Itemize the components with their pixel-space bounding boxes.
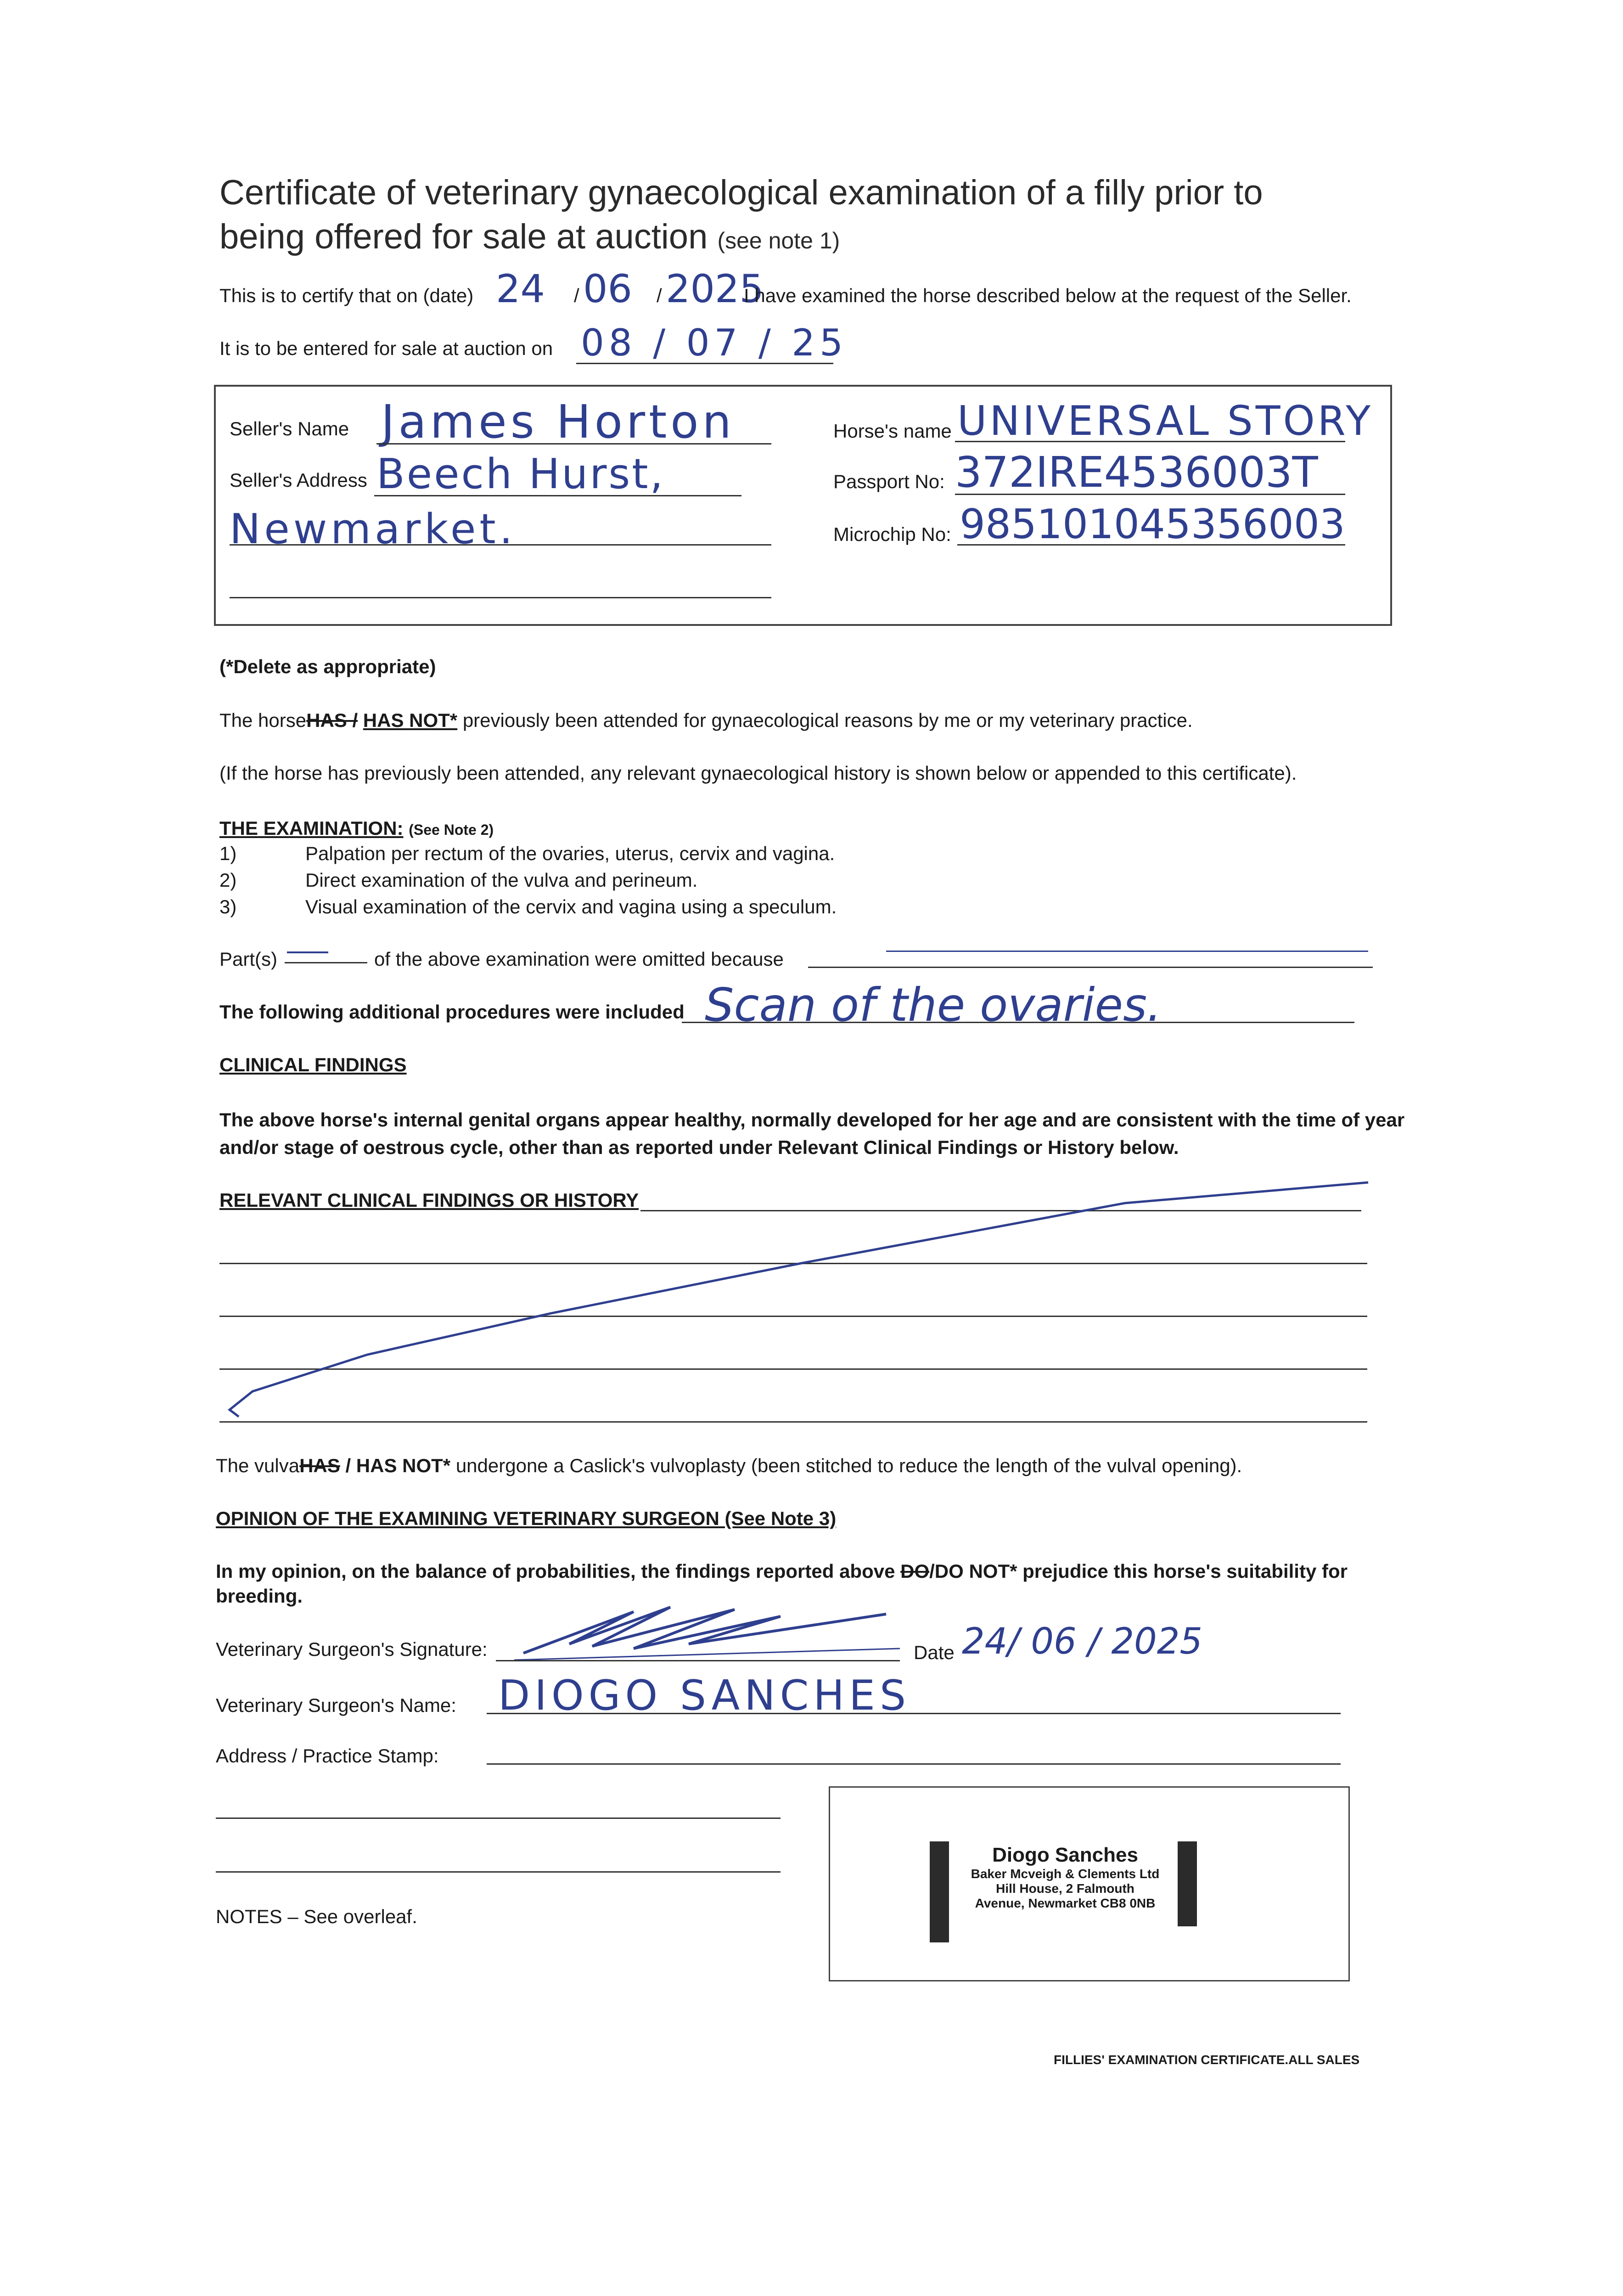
vet-address-line-2[interactable] (216, 1818, 781, 1819)
horse-name-label: Horse's name (833, 420, 952, 442)
stamp-left-bar (930, 1841, 949, 1942)
seller-name-value[interactable]: James Horton (381, 395, 735, 449)
stamp-line3: Avenue, Newmarket CB8 0NB (975, 1896, 1156, 1910)
opinion-line1 (216, 1560, 1348, 1582)
vet-signature[interactable] (496, 1589, 909, 1671)
attended-note: (If the horse has previously been attended, any relevant gynaecological history is shown below or appended to this certificate). (219, 762, 1297, 784)
examination-heading-text: THE EXAMINATION: (219, 817, 404, 839)
opinion-line2: breeding. (216, 1585, 303, 1607)
vet-address-label: Address / Practice Stamp: (216, 1745, 439, 1767)
omitted-prefix: Part(s) (219, 948, 277, 970)
seller-address-line2[interactable]: Newmarket. (230, 505, 517, 553)
exam-item-3-text: Visual examination of the cervix and vagina using a speculum. (305, 896, 837, 917)
certify-prefix: This is to certify that on (date) (219, 285, 474, 306)
title-note: (see note 1) (717, 228, 840, 253)
passport-label: Passport No: (833, 471, 945, 492)
title-line-2-text: being offered for sale at auction (219, 217, 708, 256)
exam-date-day[interactable]: 24 (496, 266, 545, 311)
exam-date-year[interactable]: 2025 (666, 266, 764, 311)
auction-date[interactable]: 08 / 07 / 25 (581, 321, 848, 364)
horse-name-value[interactable]: UNIVERSAL STORY (957, 397, 1373, 445)
practice-stamp (957, 1844, 1173, 1911)
microchip-value[interactable]: 985101045356003 (960, 501, 1345, 548)
opinion-struck: DO (900, 1560, 930, 1582)
opinion-heading: OPINION OF THE EXAMINING VETERINARY SURGEON (See Note 3) (216, 1508, 837, 1529)
stamp-line1: Baker Mcveigh & Clements Ltd (971, 1867, 1160, 1881)
stamp-name: Diogo Sanches (992, 1844, 1138, 1866)
examination-heading-note: (See Note 2) (409, 822, 494, 838)
seller-name-label: Seller's Name (230, 418, 349, 439)
delete-note: (*Delete as appropriate) (219, 656, 436, 677)
vet-name-label: Veterinary Surgeon's Name: (216, 1694, 456, 1716)
certify-suffix: I have examined the horse described below at the request of the Seller. (744, 285, 1352, 306)
exam-date-month[interactable]: 06 (583, 266, 632, 311)
omitted-suffix: of the above examination were omitted because (374, 948, 784, 970)
footer-text: FILLIES' EXAMINATION CERTIFICATE.ALL SALES (1054, 2053, 1360, 2067)
vet-name-value[interactable]: DIOGO SANCHES (498, 1671, 911, 1720)
opinion-line1-prefix: In my opinion, on the balance of probabilities, the findings reported above (216, 1560, 895, 1582)
vulva-struck: HAS (299, 1455, 340, 1476)
vet-date-value[interactable]: 24/ 06 / 2025 (962, 1621, 1202, 1662)
seller-address-label: Seller's Address (230, 469, 367, 491)
exam-item-2-text: Direct examination of the vulva and perineum. (305, 869, 698, 891)
stamp-right-bar (1178, 1841, 1197, 1926)
stamp-line2: Hill House, 2 Falmouth (996, 1881, 1134, 1896)
attended-struck: HAS / (306, 709, 358, 731)
clinical-findings-heading: CLINICAL FINDINGS (219, 1054, 407, 1075)
vulva-prefix: The vulva (216, 1455, 300, 1476)
exam-item-1-text: Palpation per rectum of the ovaries, uterus, cervix and vagina. (305, 843, 835, 864)
additional-value[interactable]: Scan of the ovaries. (705, 978, 1162, 1032)
clinical-text-line2: and/or stage of oestrous cycle, other than as reported under Relevant Clinical Findings or History below. (219, 1137, 1179, 1158)
vulva-suffix: undergone a Caslick's vulvoplasty (been stitched to reduce the length of the vulval opening). (455, 1455, 1242, 1476)
passport-value[interactable]: 372IRE4536003T (955, 448, 1318, 497)
auction-prefix: It is to be entered for sale at auction on (219, 338, 553, 359)
vet-address-line-1[interactable] (487, 1763, 1341, 1765)
attended-suffix: previously been attended for gynaecological reasons by me or my veterinary practice. (462, 709, 1193, 731)
attended-prefix: The horse (219, 709, 307, 731)
opinion-line1-suffix: /DO NOT* prejudice this horse's suitability for (929, 1560, 1348, 1582)
exam-item-1-num: 1) (219, 843, 237, 864)
exam-item-2-num: 2) (219, 869, 237, 891)
relevant-findings-heading: RELEVANT CLINICAL FINDINGS OR HISTORY (219, 1189, 639, 1211)
clinical-text-line1: The above horse's internal genital organs appear healthy, normally developed for her age and are consistent with the time of year (219, 1109, 1405, 1131)
exam-item-3-num: 3) (219, 896, 237, 917)
additional-label: The following additional procedures were included (219, 1001, 685, 1023)
vulva-statement (216, 1455, 1242, 1477)
vet-date-label: Date (914, 1642, 955, 1663)
vulva-has-not: / HAS NOT* (345, 1455, 451, 1476)
attended-has-not: HAS NOT* (363, 709, 458, 731)
vet-signature-label: Veterinary Surgeon's Signature: (216, 1638, 488, 1660)
notes-label: NOTES – See overleaf. (216, 1906, 417, 1927)
microchip-label: Microchip No: (833, 523, 951, 545)
title-line-1: Certificate of veterinary gynaecological examination of a filly prior to (219, 173, 1263, 212)
vet-address-line-3[interactable] (216, 1871, 781, 1873)
seller-address-line1[interactable]: Beech Hurst, (376, 450, 665, 498)
